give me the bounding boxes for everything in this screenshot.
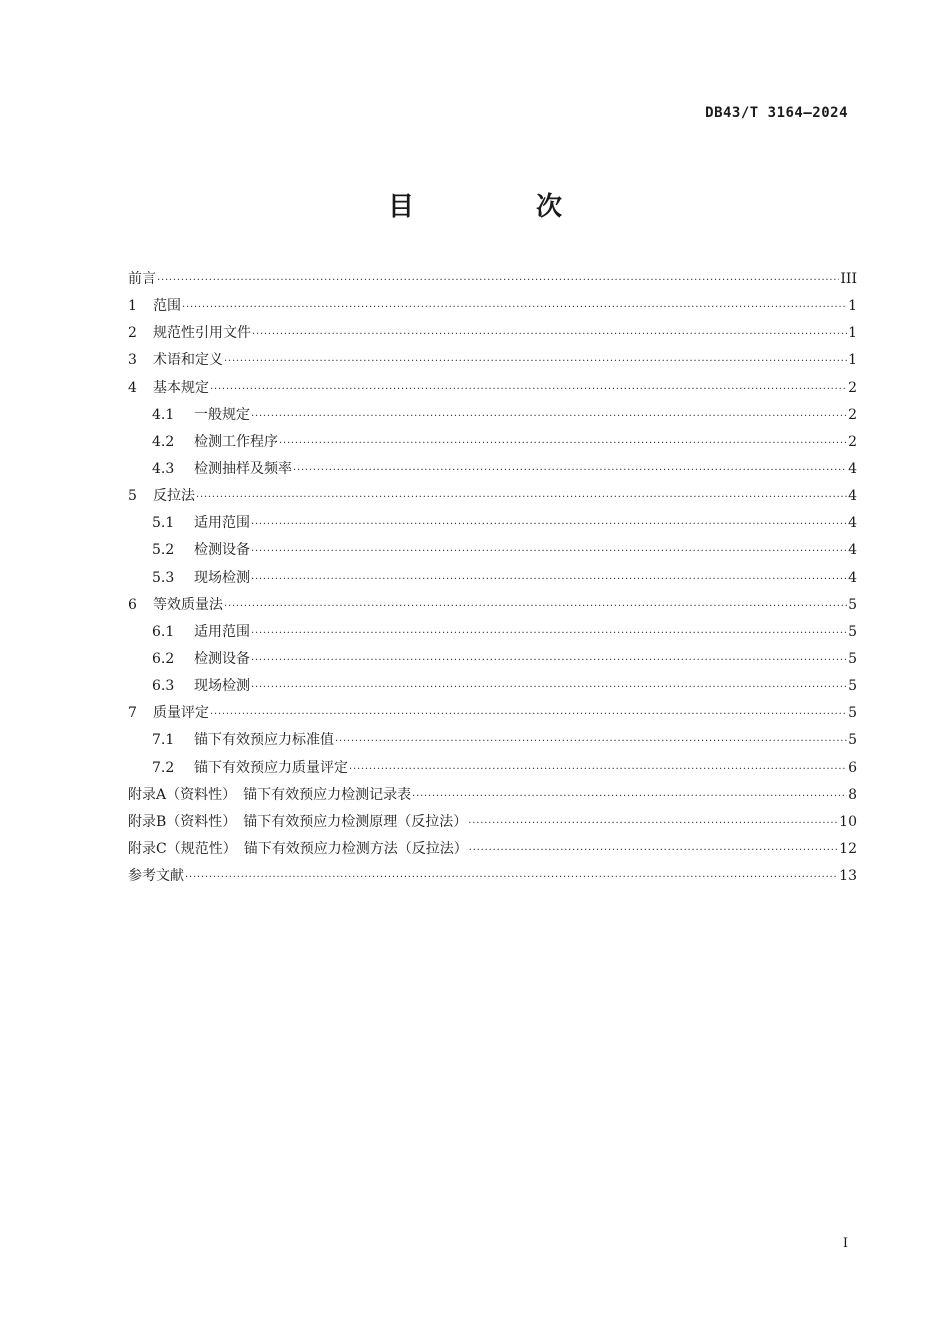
toc-entry-label: 范围 xyxy=(153,298,181,315)
toc-entry-page: 4 xyxy=(848,460,857,477)
toc-entry[interactable] xyxy=(128,782,857,809)
toc-entry-page: 2 xyxy=(848,433,857,450)
toc-entry[interactable] xyxy=(128,809,857,836)
toc-entry[interactable] xyxy=(128,863,857,890)
toc-dot-leader xyxy=(252,321,847,348)
toc-dot-leader xyxy=(251,674,847,701)
toc-entry-number: 4.1 xyxy=(152,406,175,423)
page-number: I xyxy=(842,1236,848,1251)
toc-entry-label: 锚下有效预应力质量评定 xyxy=(194,759,348,776)
toc-dot-leader xyxy=(251,511,847,538)
toc-dot-leader xyxy=(210,701,847,728)
toc-entry-number: 3 xyxy=(128,352,137,369)
toc-dot-leader xyxy=(412,783,847,810)
toc-entry-number: 5.1 xyxy=(152,515,175,532)
toc-entry-page: III xyxy=(840,271,857,287)
toc-entry-label: 锚下有效预应力标准值 xyxy=(194,732,334,749)
toc-entry-page: 5 xyxy=(848,705,857,722)
toc-entry[interactable] xyxy=(128,700,857,727)
toc-entry-number: 6 xyxy=(128,596,137,613)
toc-dot-leader xyxy=(335,728,847,755)
toc-dot-leader xyxy=(469,837,838,864)
toc-entry-label: 现场检测 xyxy=(194,569,250,586)
toc-entry-page: 4 xyxy=(848,569,857,586)
toc-entry-number: 4 xyxy=(128,379,137,396)
toc-entry-label: 前言 xyxy=(128,271,156,287)
toc-entry-label: 一般规定 xyxy=(194,406,250,423)
toc-entry-page: 1 xyxy=(848,352,857,369)
toc-entry[interactable] xyxy=(128,565,857,592)
toc-entry-number: 4.3 xyxy=(152,460,175,477)
toc-entry-label: 等效质量法 xyxy=(153,596,223,613)
toc-entry-number: 7 xyxy=(128,705,137,722)
toc-entry-page: 1 xyxy=(848,325,857,342)
toc-entry-number: 5.2 xyxy=(152,542,175,559)
toc-dot-leader xyxy=(224,593,847,620)
toc-entry-number: 4.2 xyxy=(152,433,175,450)
toc-dot-leader xyxy=(293,457,847,484)
toc-dot-leader xyxy=(210,376,847,403)
toc-entry-number: 1 xyxy=(128,298,137,315)
toc-entry-label: 质量评定 xyxy=(153,705,209,722)
toc-dot-leader xyxy=(157,267,839,294)
toc-dot-leader xyxy=(251,566,847,593)
toc-entry[interactable] xyxy=(128,293,857,320)
toc-entry-label: 规范性引用文件 xyxy=(153,325,251,342)
toc-dot-leader xyxy=(468,810,838,837)
toc-entry-page: 5 xyxy=(848,732,857,749)
toc-entry-page: 6 xyxy=(848,759,857,776)
toc-entry-page: 5 xyxy=(848,596,857,613)
toc-entry-page: 13 xyxy=(839,868,857,885)
toc-entry[interactable] xyxy=(128,646,857,673)
toc-entry-label: 适用范围 xyxy=(194,623,250,640)
toc-entry[interactable] xyxy=(128,429,857,456)
toc-entry[interactable] xyxy=(128,537,857,564)
toc-entry[interactable] xyxy=(128,619,857,646)
toc-entry-label: 反拉法 xyxy=(153,488,195,505)
toc-entry[interactable] xyxy=(128,673,857,700)
toc-dot-leader xyxy=(349,756,847,783)
toc-entry-page: 2 xyxy=(848,406,857,423)
toc-dot-leader xyxy=(185,864,838,891)
toc-entry-page: 4 xyxy=(848,515,857,532)
toc-entry[interactable] xyxy=(128,727,857,754)
toc-entry-page: 2 xyxy=(848,379,857,396)
toc-entry[interactable] xyxy=(128,266,857,293)
toc-entry-label: 附录A（资料性） 锚下有效预应力检测记录表 xyxy=(128,786,412,803)
toc-dot-leader xyxy=(251,620,847,647)
toc-dot-leader xyxy=(224,348,847,375)
page-title: 目 次 xyxy=(387,192,610,222)
toc-entry-label: 检测抽样及频率 xyxy=(194,460,292,477)
toc-dot-leader xyxy=(251,403,847,430)
document-code: DB43/T 3164—2024 xyxy=(705,105,848,121)
toc-entry-label: 附录B（资料性） 锚下有效预应力检测原理（反拉法） xyxy=(128,813,468,830)
toc-dot-leader xyxy=(279,430,847,457)
toc-dot-leader xyxy=(196,484,847,511)
toc-entry-label: 检测设备 xyxy=(194,542,250,559)
toc-dot-leader xyxy=(251,538,847,565)
toc-entry[interactable] xyxy=(128,483,857,510)
toc-entry-number: 7.2 xyxy=(152,759,175,776)
toc-entry-label: 现场检测 xyxy=(194,678,250,695)
toc-entry[interactable] xyxy=(128,320,857,347)
toc-entry-page: 1 xyxy=(848,298,857,315)
toc-entry-page: 8 xyxy=(848,786,857,803)
toc-entry-number: 7.1 xyxy=(152,732,175,749)
toc-entry[interactable] xyxy=(128,510,857,537)
toc-entry-number: 2 xyxy=(128,325,137,342)
toc-entry[interactable] xyxy=(128,456,857,483)
toc-entry-number: 6.3 xyxy=(152,678,175,695)
toc-entry-label: 附录C（规范性） 锚下有效预应力检测方法（反拉法） xyxy=(128,840,468,857)
toc-entry-page: 4 xyxy=(848,488,857,505)
toc-entry-number: 6.2 xyxy=(152,650,175,667)
toc-dot-leader xyxy=(182,294,847,321)
toc-entry-page: 5 xyxy=(848,623,857,640)
toc-entry-number: 6.1 xyxy=(152,623,175,640)
toc-entry-label: 检测工作程序 xyxy=(194,433,278,450)
toc-dot-leader xyxy=(251,647,847,674)
toc-entry-label: 检测设备 xyxy=(194,650,250,667)
toc-entry-page: 4 xyxy=(848,542,857,559)
toc-entry-label: 适用范围 xyxy=(194,515,250,532)
toc-entry[interactable] xyxy=(128,755,857,782)
toc-entry-label: 基本规定 xyxy=(153,379,209,396)
toc-entry[interactable] xyxy=(128,592,857,619)
toc-entry-number: 5.3 xyxy=(152,569,175,586)
toc-entry-page: 10 xyxy=(839,813,857,830)
toc-entry-page: 12 xyxy=(839,840,857,857)
toc-entry-number: 5 xyxy=(128,488,137,505)
table-of-contents xyxy=(128,266,857,890)
toc-entry[interactable] xyxy=(128,402,857,429)
toc-entry-label: 参考文献 xyxy=(128,868,184,885)
toc-entry-label: 术语和定义 xyxy=(153,352,223,369)
toc-entry[interactable] xyxy=(128,836,857,863)
toc-entry[interactable] xyxy=(128,375,857,402)
toc-entry[interactable] xyxy=(128,347,857,374)
toc-entry-page: 5 xyxy=(848,678,857,695)
toc-entry-page: 5 xyxy=(848,650,857,667)
